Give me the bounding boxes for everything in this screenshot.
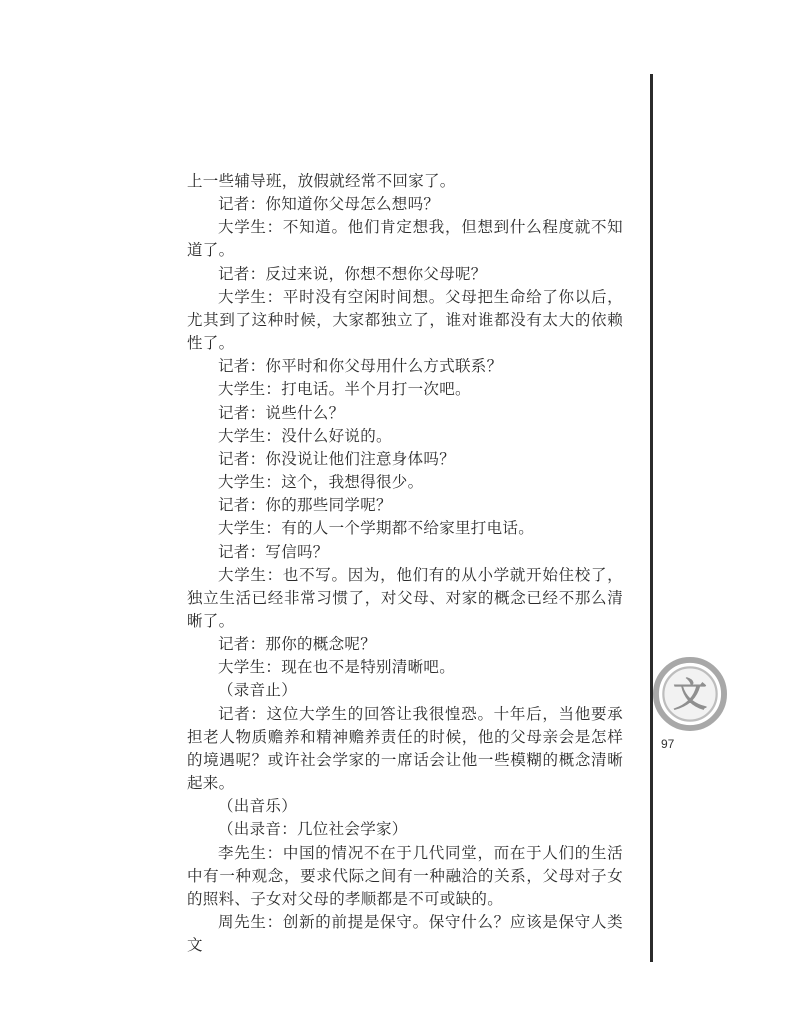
paragraph: 周先生：创新的前提是保守。保守什么？应该是保守人类文 [187,913,623,955]
logo-glyph: 文 [672,675,708,716]
paragraph: 大学生：打电话。半个月打一次吧。 [218,380,471,399]
paragraph: 记者：说些什么？ [218,403,345,422]
paragraph: 大学生：平时没有空闲时间想。父母把生命给了你以后，尤其到了这种时候，大家都独立了，谁对谁都没有太大的依赖性了。 [187,287,623,353]
paragraph: 上一些辅导班，放假就经常不回家了。 [187,172,456,190]
paragraph: （出录音：几位社会学家） [218,820,408,839]
paragraph: 记者：反过来说，你想不想你父母呢？ [218,264,487,283]
paragraph: 记者：你平时和你父母用什么方式联系？ [218,357,503,376]
paragraph: 大学生：不知道。他们肯定想我，但想到什么程度就不知道了。 [187,218,623,260]
page-number: 97 [661,737,675,751]
paragraph: 大学生：也不写。因为，他们有的从小学就开始住校了，独立生活已经非常习惯了，对父母、对家的概念已经不那么清晰了。 [187,565,623,630]
paragraph: （出音乐） [218,797,298,816]
paragraph: 记者：你的那些同学呢？ [218,496,392,515]
paragraph: 记者：这位大学生的回答让我很惶恐。十年后，当他要承担老人物质赡养和精神赡养责任的时候，他的父母亲会是怎样的境遇呢？或许社会学家的一席话会让他一些模糊的概念清晰起来。 [187,704,623,793]
paragraph: 记者：你知道你父母怎么想吗？ [218,195,440,214]
paragraph: 李先生：中国的情况不在于几代同堂，而在于人们的生活中有一种观念，要求代际之间有一种融洽的关系，父母对子女的照料、子女对父母的孝顺都是不可或缺的。 [187,843,623,908]
paragraph: 记者：写信吗？ [218,542,329,561]
wen-seal-logo-icon [653,657,727,731]
paragraph: 大学生：这个，我想得很少。 [218,473,424,492]
paragraph: 大学生：没什么好说的。 [218,426,392,445]
paragraph: 记者：那你的概念呢？ [218,635,377,654]
paragraph: 记者：你没说让他们注意身体吗？ [218,449,456,468]
paragraph: （录音止） [218,681,298,700]
paragraph: 大学生：现在也不是特别清晰吧。 [218,658,456,677]
body-text [187,170,623,957]
margin-rule [650,74,653,962]
paragraph: 大学生：有的人一个学期都不给家里打电话。 [218,519,535,538]
